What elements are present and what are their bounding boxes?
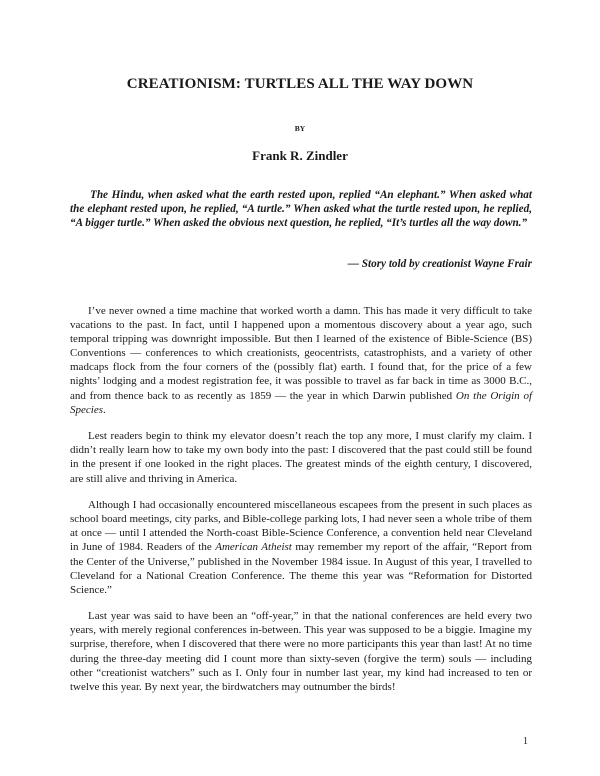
epigraph-quote: The Hindu, when asked what the earth rested upon, replied “An elephant.” When asked what the elephant rested upon, he replied, “A turtle.” When asked what the turtle rested upon, he replied, “A bigger turtle.” When asked the obvious next question, he replied, “It’s turtles all the way down.” (70, 189, 532, 230)
byline-label: BY (294, 124, 306, 133)
document-title: CREATIONISM: TURTLES ALL THE WAY DOWN (126, 76, 474, 92)
author-name: Frank R. Zindler (252, 148, 348, 163)
page-number: 1 (523, 736, 528, 747)
magazine-title: American Atheist (215, 541, 292, 554)
paragraph: Last year was said to have been an “off-year,” in that the national conferences are held every two years, with merely regional conferences in-between. This year was supposed to be a biggie. Imagine my surprise, therefore, when I discovered that there were no more participants this year than last! At no time during the three-day meeting did I count more than sixty-seven (forgive the term) souls — including other “creationist watchers” such as I. Only four in number last year, my kind had increased to ten or twelve this year. By next year, the birdwatchers may outnumber the birds! (70, 610, 532, 693)
paragraph: Although I had occasionally encountered miscellaneous escapees from the present in such places as school board meetings, city parks, and Bible-college parking lots, I had never seen a whole tribe of them at once — until I attended the North-coast Bible-Science Conference, a convention held near Cleveland in June of 1984. Readers of the American Atheist may remember my report of the affair, “Report from the Center of the Universe,” published in the November 1984 issue. In August of this year, I travelled to Cleveland for a National Creation Conference. The theme this year was “Reformation for Distorted Science.” (70, 499, 532, 596)
epigraph-attribution: — Story told by creationist Wayne Frair (347, 258, 532, 270)
paragraph: Lest readers begin to think my elevator doesn’t reach the top any more, I must clarify my claim. I didn’t really learn how to take my own body into the past: I discovered that the past could still be found in the present if one looked in the right places. The greatest minds of the eighth century, I discovered, are still alive and thriving in America. (70, 430, 532, 485)
paragraph: I’ve never owned a time machine that worked worth a damn. This has made it very difficult to take vacations to the past. In fact, until I happened upon a momentous discovery about a year ago, such temporal tripping was downright impossible. But then I learned of the existence of Bible-Science (BS) Conventions — conferences to which creationists, geocentrists, catastrophists, and a variety of other madcaps flock from the four corners of the (possibly flat) earth. I found that, for the price of a few nights’ lodging and a modest registration fee, it was possible to travel as far back in time as 3000 B.C., and from thence back to as recently as 1859 — the year in which Darwin published On the Origin of Species. (70, 305, 533, 416)
book-title: On the Origin of Species (70, 389, 533, 416)
body-text (70, 304, 532, 706)
